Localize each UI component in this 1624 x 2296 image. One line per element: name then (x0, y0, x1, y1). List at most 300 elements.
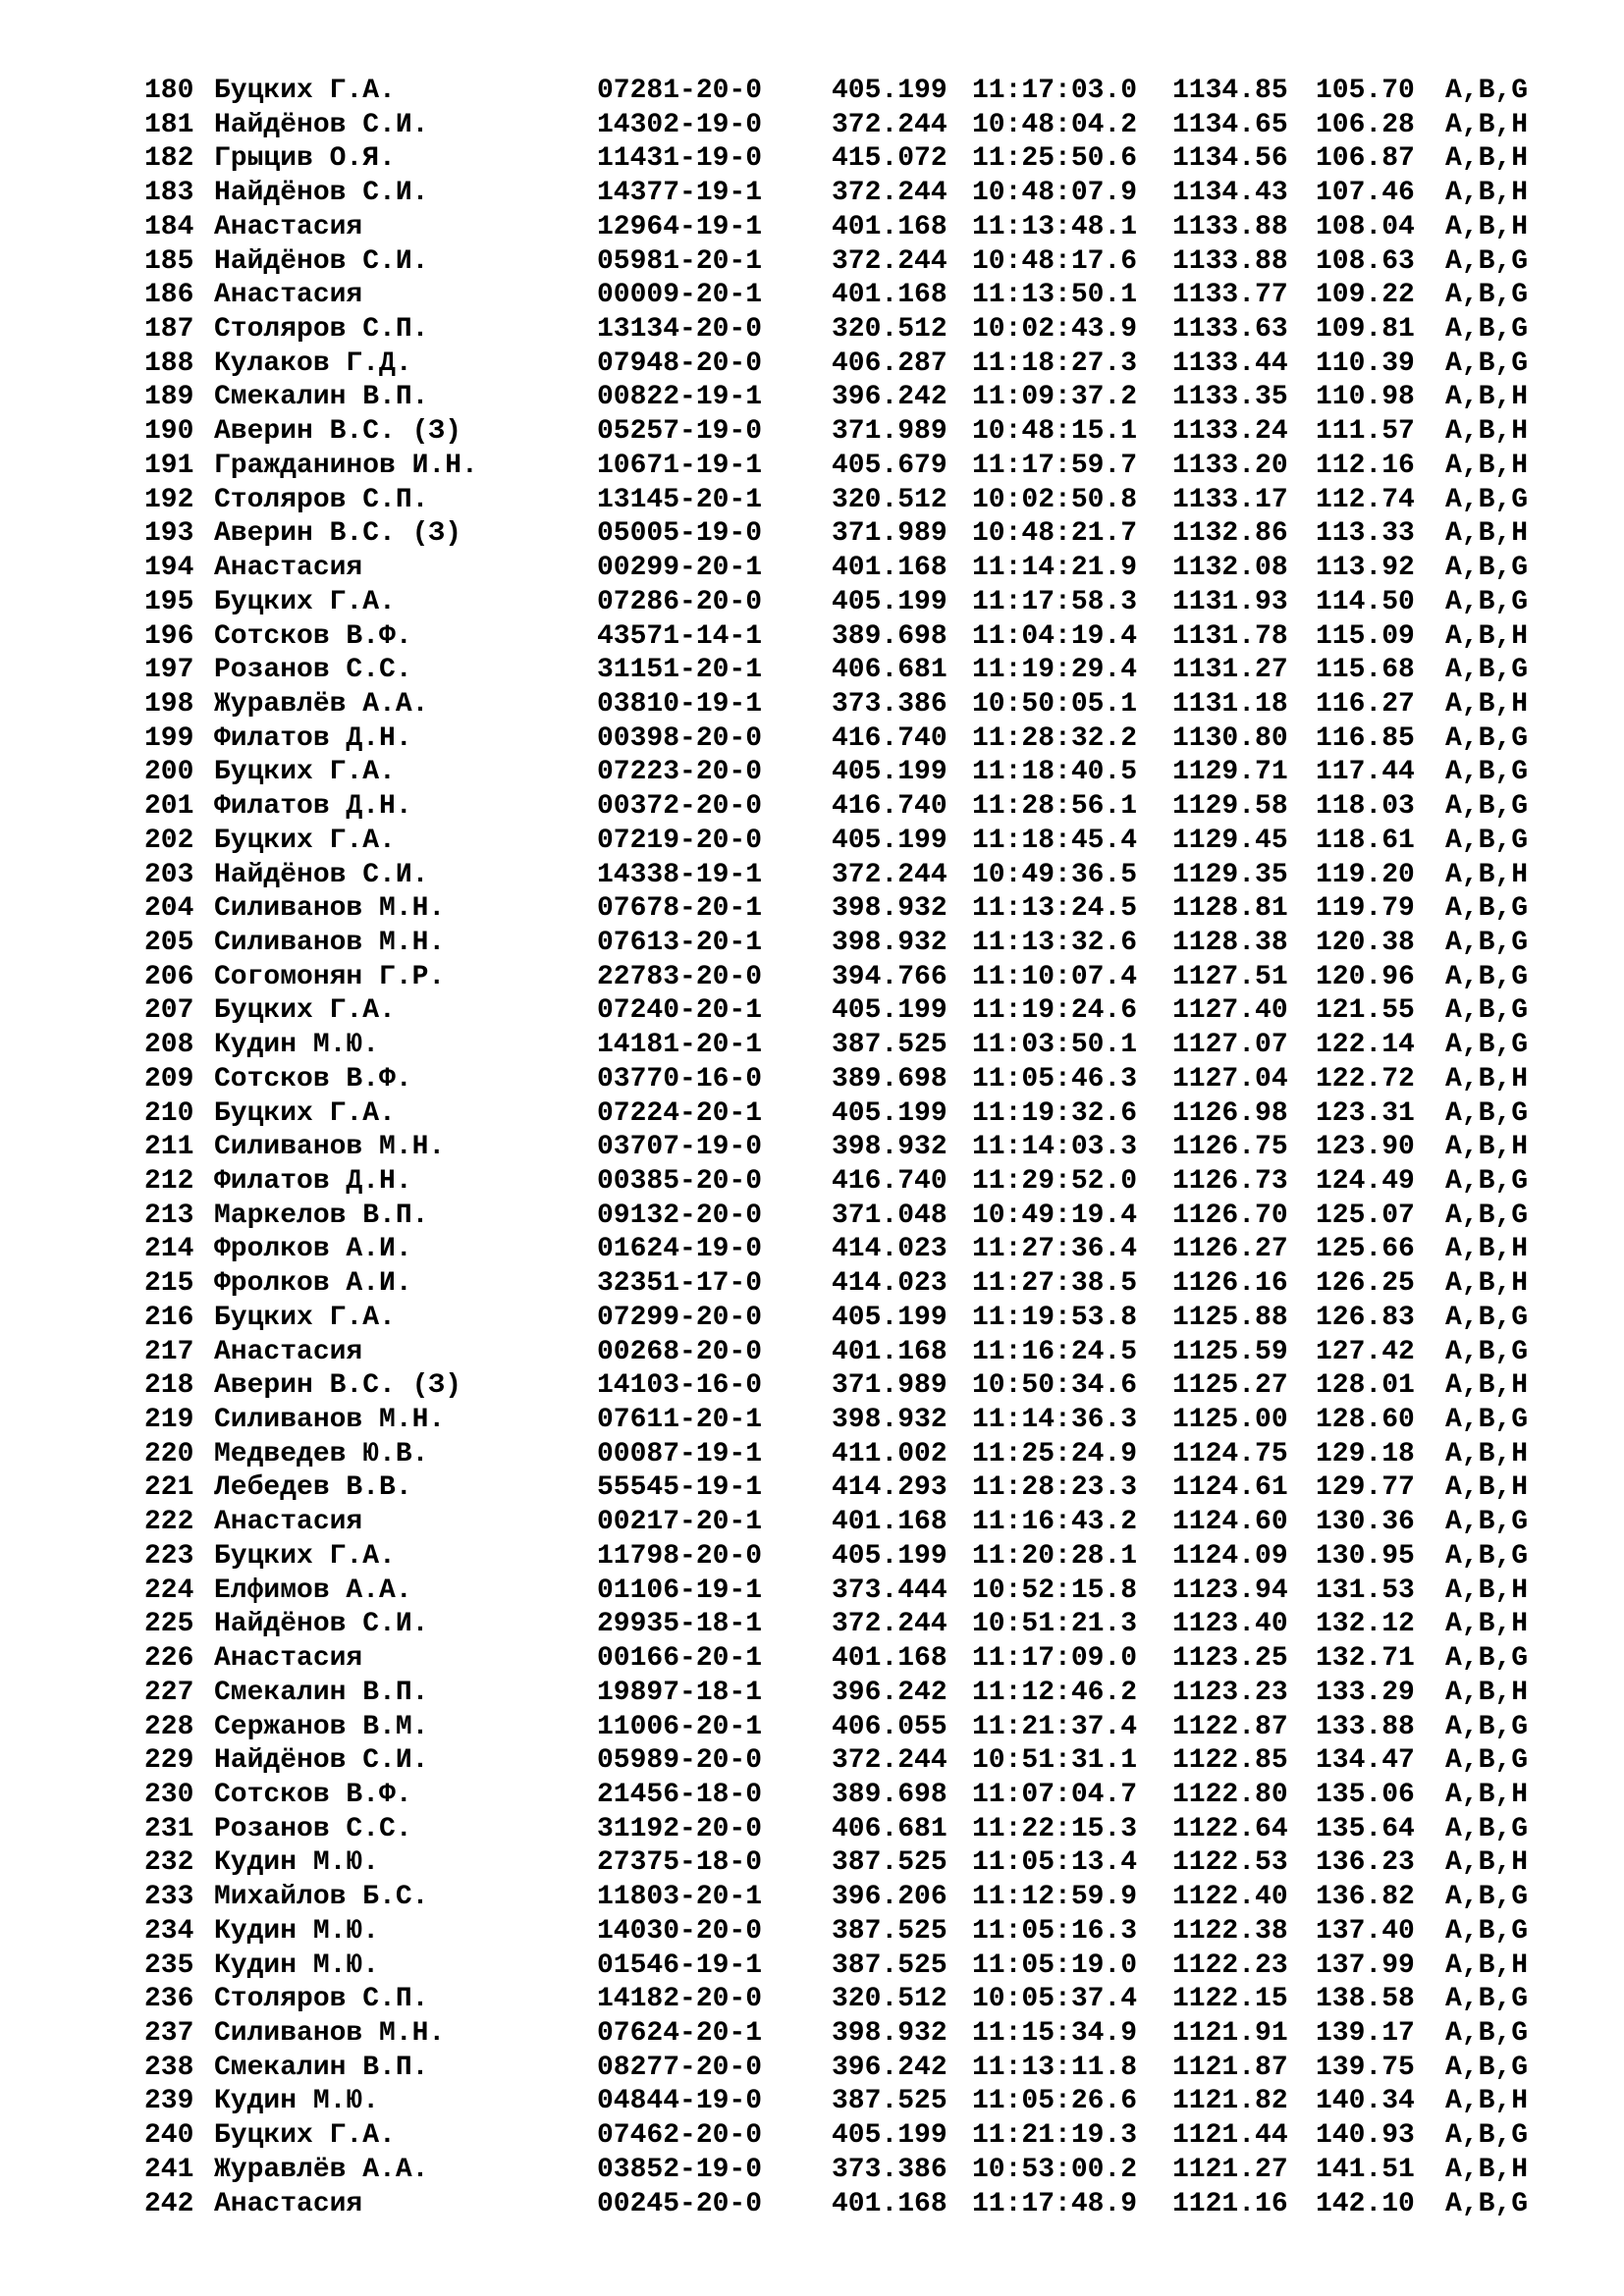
fancier-name: Силиванов М.Н. (214, 893, 446, 925)
categories: A,B,G (1445, 76, 1529, 106)
speed: 1133.44 (1172, 347, 1288, 379)
speed: 1121.91 (1172, 2017, 1288, 2049)
speed: 1127.51 (1172, 961, 1288, 992)
speed: 1132.08 (1172, 553, 1288, 584)
arrival-time: 11:17:59.7 (972, 450, 1138, 481)
speed: 1127.04 (1172, 1063, 1288, 1095)
categories: A,B,H (1445, 859, 1529, 890)
distance-km: 411.002 (832, 1438, 947, 1469)
distance-km: 405.199 (832, 586, 947, 617)
fancier-name: Найдёнов С.И. (214, 859, 429, 890)
fancier-name: Буцких Г.А. (214, 76, 396, 106)
arrival-time: 11:05:16.3 (972, 1915, 1138, 1947)
distance-km: 372.244 (832, 178, 947, 209)
fancier-name: Смекалин В.П. (214, 382, 429, 413)
arrival-time: 10:50:05.1 (972, 688, 1138, 720)
points: 129.77 (1316, 1472, 1415, 1504)
speed: 1133.20 (1172, 450, 1288, 481)
ring-number: 07224-20-1 (597, 1097, 763, 1129)
arrival-time: 11:18:40.5 (972, 757, 1138, 788)
fancier-name: Буцких Г.А. (214, 586, 396, 617)
arrival-time: 10:49:36.5 (972, 859, 1138, 890)
categories: A,B,G (1445, 1915, 1529, 1947)
fancier-name: Фролков А.И. (214, 1234, 412, 1265)
arrival-time: 11:21:19.3 (972, 2120, 1138, 2152)
place-number: 204 (144, 893, 194, 925)
place-number: 185 (144, 245, 194, 277)
points: 139.75 (1316, 2052, 1415, 2083)
ring-number: 01624-19-0 (597, 1234, 763, 1265)
ring-number: 00166-20-1 (597, 1643, 763, 1675)
distance-km: 387.525 (832, 1847, 947, 1879)
place-number: 236 (144, 1984, 194, 2015)
ring-number: 00268-20-0 (597, 1336, 763, 1367)
ring-number: 31192-20-0 (597, 1813, 763, 1844)
arrival-time: 11:19:24.6 (972, 995, 1138, 1027)
distance-km: 414.023 (832, 1268, 947, 1300)
place-number: 228 (144, 1711, 194, 1742)
categories: A,B,H (1445, 1234, 1529, 1265)
fancier-name: Силиванов М.Н. (214, 2017, 446, 2049)
categories: A,B,G (1445, 1166, 1529, 1197)
points: 135.64 (1316, 1813, 1415, 1844)
place-number: 234 (144, 1915, 194, 1947)
distance-km: 372.244 (832, 109, 947, 140)
place-number: 183 (144, 178, 194, 209)
ring-number: 07219-20-0 (597, 825, 763, 856)
points: 120.96 (1316, 961, 1415, 992)
place-number: 239 (144, 2086, 194, 2117)
fancier-name: Сержанов В.М. (214, 1711, 429, 1742)
fancier-name: Буцких Г.А. (214, 1540, 396, 1572)
points: 111.57 (1316, 416, 1415, 448)
speed: 1123.25 (1172, 1643, 1288, 1675)
categories: A,B,G (1445, 1097, 1529, 1129)
speed: 1131.18 (1172, 688, 1288, 720)
speed: 1122.85 (1172, 1745, 1288, 1777)
categories: A,B,G (1445, 1984, 1529, 2015)
place-number: 208 (144, 1030, 194, 1061)
ring-number: 55545-19-1 (597, 1472, 763, 1504)
speed: 1123.94 (1172, 1575, 1288, 1606)
categories: A,B,H (1445, 1677, 1529, 1708)
arrival-time: 11:15:34.9 (972, 2017, 1138, 2049)
fancier-name: Михайлов Б.С. (214, 1882, 429, 1913)
categories: A,B,G (1445, 1336, 1529, 1367)
fancier-name: Кудин М.Ю. (214, 1030, 380, 1061)
points: 118.61 (1316, 825, 1415, 856)
distance-km: 406.055 (832, 1711, 947, 1742)
categories: A,B,G (1445, 927, 1529, 958)
points: 130.95 (1316, 1540, 1415, 1572)
fancier-name: Сотсков В.Ф. (214, 1063, 412, 1095)
categories: A,B,G (1445, 553, 1529, 584)
place-number: 195 (144, 586, 194, 617)
place-number: 191 (144, 450, 194, 481)
categories: A,B,G (1445, 1711, 1529, 1742)
categories: A,B,G (1445, 1200, 1529, 1231)
ring-number: 04844-19-0 (597, 2086, 763, 2117)
ring-number: 27375-18-0 (597, 1847, 763, 1879)
arrival-time: 11:04:19.4 (972, 620, 1138, 652)
ring-number: 03810-19-1 (597, 688, 763, 720)
place-number: 231 (144, 1813, 194, 1844)
points: 120.38 (1316, 927, 1415, 958)
categories: A,B,G (1445, 1302, 1529, 1333)
arrival-time: 11:13:24.5 (972, 893, 1138, 925)
speed: 1134.43 (1172, 178, 1288, 209)
points: 113.92 (1316, 553, 1415, 584)
fancier-name: Столяров С.П. (214, 314, 429, 346)
distance-km: 406.287 (832, 347, 947, 379)
distance-km: 406.681 (832, 655, 947, 686)
distance-km: 373.444 (832, 1575, 947, 1606)
speed: 1129.71 (1172, 757, 1288, 788)
ring-number: 00299-20-1 (597, 553, 763, 584)
arrival-time: 11:25:24.9 (972, 1438, 1138, 1469)
arrival-time: 10:49:19.4 (972, 1200, 1138, 1231)
ring-number: 00372-20-0 (597, 791, 763, 823)
place-number: 214 (144, 1234, 194, 1265)
arrival-time: 10:48:04.2 (972, 109, 1138, 140)
ring-number: 21456-18-0 (597, 1779, 763, 1810)
speed: 1122.15 (1172, 1984, 1288, 2015)
place-number: 182 (144, 143, 194, 175)
place-number: 190 (144, 416, 194, 448)
distance-km: 373.386 (832, 2154, 947, 2185)
arrival-time: 11:13:48.1 (972, 211, 1138, 242)
fancier-name: Столяров С.П. (214, 1984, 429, 2015)
speed: 1126.16 (1172, 1268, 1288, 1300)
distance-km: 401.168 (832, 1507, 947, 1538)
categories: A,B,H (1445, 518, 1529, 550)
fancier-name: Анастасия (214, 1643, 363, 1675)
ring-number: 29935-18-1 (597, 1609, 763, 1640)
arrival-time: 11:20:28.1 (972, 1540, 1138, 1572)
points: 142.10 (1316, 2188, 1415, 2219)
place-number: 213 (144, 1200, 194, 1231)
fancier-name: Анастасия (214, 2188, 363, 2219)
speed: 1133.17 (1172, 484, 1288, 515)
arrival-time: 11:05:13.4 (972, 1847, 1138, 1879)
arrival-time: 10:52:15.8 (972, 1575, 1138, 1606)
points: 124.49 (1316, 1166, 1415, 1197)
categories: A,B,H (1445, 1779, 1529, 1810)
categories: A,B,H (1445, 1132, 1529, 1163)
ring-number: 14338-19-1 (597, 859, 763, 890)
fancier-name: Филатов Д.Н. (214, 722, 412, 754)
place-number: 181 (144, 109, 194, 140)
points: 140.93 (1316, 2120, 1415, 2152)
categories: A,B,H (1445, 688, 1529, 720)
arrival-time: 11:10:07.4 (972, 961, 1138, 992)
points: 112.16 (1316, 450, 1415, 481)
arrival-time: 11:17:09.0 (972, 1643, 1138, 1675)
fancier-name: Филатов Д.Н. (214, 791, 412, 823)
ring-number: 11006-20-1 (597, 1711, 763, 1742)
categories: A,B,G (1445, 1882, 1529, 1913)
categories: A,B,H (1445, 2154, 1529, 2185)
points: 121.55 (1316, 995, 1415, 1027)
categories: A,B,G (1445, 995, 1529, 1027)
ring-number: 13134-20-0 (597, 314, 763, 346)
arrival-time: 11:05:26.6 (972, 2086, 1138, 2117)
points: 119.79 (1316, 893, 1415, 925)
fancier-name: Буцких Г.А. (214, 1302, 396, 1333)
arrival-time: 10:48:17.6 (972, 245, 1138, 277)
ring-number: 22783-20-0 (597, 961, 763, 992)
fancier-name: Силиванов М.Н. (214, 927, 446, 958)
ring-number: 05005-19-0 (597, 518, 763, 550)
arrival-time: 11:27:36.4 (972, 1234, 1138, 1265)
arrival-time: 11:22:15.3 (972, 1813, 1138, 1844)
place-number: 217 (144, 1336, 194, 1367)
fancier-name: Анастасия (214, 553, 363, 584)
speed: 1122.38 (1172, 1915, 1288, 1947)
distance-km: 401.168 (832, 553, 947, 584)
speed: 1126.73 (1172, 1166, 1288, 1197)
fancier-name: Елфимов А.А. (214, 1575, 412, 1606)
points: 126.25 (1316, 1268, 1415, 1300)
categories: A,B,G (1445, 893, 1529, 925)
points: 107.46 (1316, 178, 1415, 209)
ring-number: 03770-16-0 (597, 1063, 763, 1095)
place-number: 226 (144, 1643, 194, 1675)
place-number: 225 (144, 1609, 194, 1640)
fancier-name: Розанов С.С. (214, 655, 412, 686)
fancier-name: Грыцив О.Я. (214, 143, 396, 175)
arrival-time: 11:28:23.3 (972, 1472, 1138, 1504)
ring-number: 11798-20-0 (597, 1540, 763, 1572)
fancier-name: Буцких Г.А. (214, 1097, 396, 1129)
points: 130.36 (1316, 1507, 1415, 1538)
speed: 1122.64 (1172, 1813, 1288, 1844)
fancier-name: Найдёнов С.И. (214, 1745, 429, 1777)
distance-km: 371.989 (832, 416, 947, 448)
ring-number: 01546-19-1 (597, 1949, 763, 1981)
fancier-name: Анастасия (214, 1336, 363, 1367)
distance-km: 387.525 (832, 1030, 947, 1061)
distance-km: 398.932 (832, 893, 947, 925)
place-number: 206 (144, 961, 194, 992)
place-number: 198 (144, 688, 194, 720)
ring-number: 00217-20-1 (597, 1507, 763, 1538)
place-number: 218 (144, 1370, 194, 1402)
fancier-name: Журавлёв А.А. (214, 2154, 429, 2185)
categories: A,B,H (1445, 620, 1529, 652)
distance-km: 372.244 (832, 1745, 947, 1777)
fancier-name: Фролков А.И. (214, 1268, 412, 1300)
categories: A,B,H (1445, 416, 1529, 448)
distance-km: 405.199 (832, 1097, 947, 1129)
distance-km: 371.048 (832, 1200, 947, 1231)
ring-number: 14377-19-1 (597, 178, 763, 209)
speed: 1131.93 (1172, 586, 1288, 617)
points: 140.34 (1316, 2086, 1415, 2117)
distance-km: 405.199 (832, 2120, 947, 2152)
speed: 1134.56 (1172, 143, 1288, 175)
fancier-name: Буцких Г.А. (214, 757, 396, 788)
categories: A,B,G (1445, 757, 1529, 788)
speed: 1124.61 (1172, 1472, 1288, 1504)
fancier-name: Журавлёв А.А. (214, 688, 429, 720)
ring-number: 31151-20-1 (597, 655, 763, 686)
arrival-time: 11:21:37.4 (972, 1711, 1138, 1742)
fancier-name: Кудин М.Ю. (214, 1847, 380, 1879)
place-number: 233 (144, 1882, 194, 1913)
fancier-name: Смекалин В.П. (214, 2052, 429, 2083)
speed: 1133.35 (1172, 382, 1288, 413)
speed: 1123.23 (1172, 1677, 1288, 1708)
place-number: 222 (144, 1507, 194, 1538)
place-number: 221 (144, 1472, 194, 1504)
distance-km: 416.740 (832, 791, 947, 823)
speed: 1122.23 (1172, 1949, 1288, 1981)
categories: A,B,G (1445, 2017, 1529, 2049)
categories: A,B,H (1445, 1472, 1529, 1504)
categories: A,B,G (1445, 655, 1529, 686)
speed: 1134.65 (1172, 109, 1288, 140)
arrival-time: 10:02:50.8 (972, 484, 1138, 515)
categories: A,B,H (1445, 1268, 1529, 1300)
fancier-name: Аверин В.С. (З) (214, 518, 462, 550)
speed: 1132.86 (1172, 518, 1288, 550)
ring-number: 19897-18-1 (597, 1677, 763, 1708)
points: 133.29 (1316, 1677, 1415, 1708)
fancier-name: Гражданинов И.Н. (214, 450, 478, 481)
distance-km: 389.698 (832, 1063, 947, 1095)
points: 108.04 (1316, 211, 1415, 242)
fancier-name: Сотсков В.Ф. (214, 1779, 412, 1810)
distance-km: 396.242 (832, 1677, 947, 1708)
speed: 1129.58 (1172, 791, 1288, 823)
speed: 1124.09 (1172, 1540, 1288, 1572)
distance-km: 415.072 (832, 143, 947, 175)
arrival-time: 10:51:31.1 (972, 1745, 1138, 1777)
fancier-name: Столяров С.П. (214, 484, 429, 515)
points: 115.68 (1316, 655, 1415, 686)
speed: 1124.75 (1172, 1438, 1288, 1469)
points: 125.07 (1316, 1200, 1415, 1231)
ring-number: 10671-19-1 (597, 450, 763, 481)
categories: A,B,G (1445, 586, 1529, 617)
place-number: 194 (144, 553, 194, 584)
categories: A,B,G (1445, 722, 1529, 754)
speed: 1126.27 (1172, 1234, 1288, 1265)
fancier-name: Кудин М.Ю. (214, 1915, 380, 1947)
distance-km: 405.199 (832, 757, 947, 788)
distance-km: 398.932 (832, 2017, 947, 2049)
points: 116.27 (1316, 688, 1415, 720)
distance-km: 405.199 (832, 995, 947, 1027)
distance-km: 371.989 (832, 518, 947, 550)
ring-number: 05989-20-0 (597, 1745, 763, 1777)
arrival-time: 11:13:32.6 (972, 927, 1138, 958)
categories: A,B,G (1445, 791, 1529, 823)
distance-km: 406.681 (832, 1813, 947, 1844)
distance-km: 416.740 (832, 722, 947, 754)
place-number: 220 (144, 1438, 194, 1469)
place-number: 238 (144, 2052, 194, 2083)
arrival-time: 11:18:27.3 (972, 347, 1138, 379)
speed: 1133.77 (1172, 280, 1288, 311)
ring-number: 05981-20-1 (597, 245, 763, 277)
categories: A,B,H (1445, 143, 1529, 175)
place-number: 241 (144, 2154, 194, 2185)
categories: A,B,G (1445, 1030, 1529, 1061)
distance-km: 320.512 (832, 1984, 947, 2015)
speed: 1126.75 (1172, 1132, 1288, 1163)
points: 105.70 (1316, 76, 1415, 106)
arrival-time: 11:12:46.2 (972, 1677, 1138, 1708)
points: 119.20 (1316, 859, 1415, 890)
arrival-time: 11:09:37.2 (972, 382, 1138, 413)
speed: 1133.88 (1172, 211, 1288, 242)
distance-km: 401.168 (832, 1336, 947, 1367)
place-number: 186 (144, 280, 194, 311)
place-number: 242 (144, 2188, 194, 2219)
distance-km: 414.023 (832, 1234, 947, 1265)
points: 138.58 (1316, 1984, 1415, 2015)
arrival-time: 11:28:56.1 (972, 791, 1138, 823)
categories: A,B,G (1445, 1745, 1529, 1777)
points: 117.44 (1316, 757, 1415, 788)
ring-number: 07611-20-1 (597, 1405, 763, 1436)
ring-number: 00822-19-1 (597, 382, 763, 413)
speed: 1134.85 (1172, 76, 1288, 106)
arrival-time: 11:16:43.2 (972, 1507, 1138, 1538)
place-number: 224 (144, 1575, 194, 1606)
points: 131.53 (1316, 1575, 1415, 1606)
distance-km: 387.525 (832, 2086, 947, 2117)
fancier-name: Розанов С.С. (214, 1813, 412, 1844)
categories: A,B,G (1445, 1405, 1529, 1436)
place-number: 210 (144, 1097, 194, 1129)
points: 112.74 (1316, 484, 1415, 515)
place-number: 227 (144, 1677, 194, 1708)
place-number: 230 (144, 1779, 194, 1810)
points: 106.28 (1316, 109, 1415, 140)
ring-number: 07624-20-1 (597, 2017, 763, 2049)
fancier-name: Медведев Ю.В. (214, 1438, 429, 1469)
categories: A,B,G (1445, 961, 1529, 992)
speed: 1125.00 (1172, 1405, 1288, 1436)
arrival-time: 11:16:24.5 (972, 1336, 1138, 1367)
place-number: 229 (144, 1745, 194, 1777)
speed: 1122.40 (1172, 1882, 1288, 1913)
categories: A,B,H (1445, 1063, 1529, 1095)
ring-number: 00385-20-0 (597, 1166, 763, 1197)
place-number: 216 (144, 1302, 194, 1333)
ring-number: 09132-20-0 (597, 1200, 763, 1231)
fancier-name: Найдёнов С.И. (214, 178, 429, 209)
categories: A,B,H (1445, 1370, 1529, 1402)
categories: A,B,G (1445, 280, 1529, 311)
speed: 1121.82 (1172, 2086, 1288, 2117)
speed: 1125.27 (1172, 1370, 1288, 1402)
points: 106.87 (1316, 143, 1415, 175)
distance-km: 372.244 (832, 859, 947, 890)
place-number: 202 (144, 825, 194, 856)
place-number: 223 (144, 1540, 194, 1572)
arrival-time: 11:17:48.9 (972, 2188, 1138, 2219)
categories: A,B,H (1445, 1609, 1529, 1640)
categories: A,B,G (1445, 1507, 1529, 1538)
arrival-time: 11:14:03.3 (972, 1132, 1138, 1163)
ring-number: 07948-20-0 (597, 347, 763, 379)
place-number: 197 (144, 655, 194, 686)
categories: A,B,G (1445, 484, 1529, 515)
